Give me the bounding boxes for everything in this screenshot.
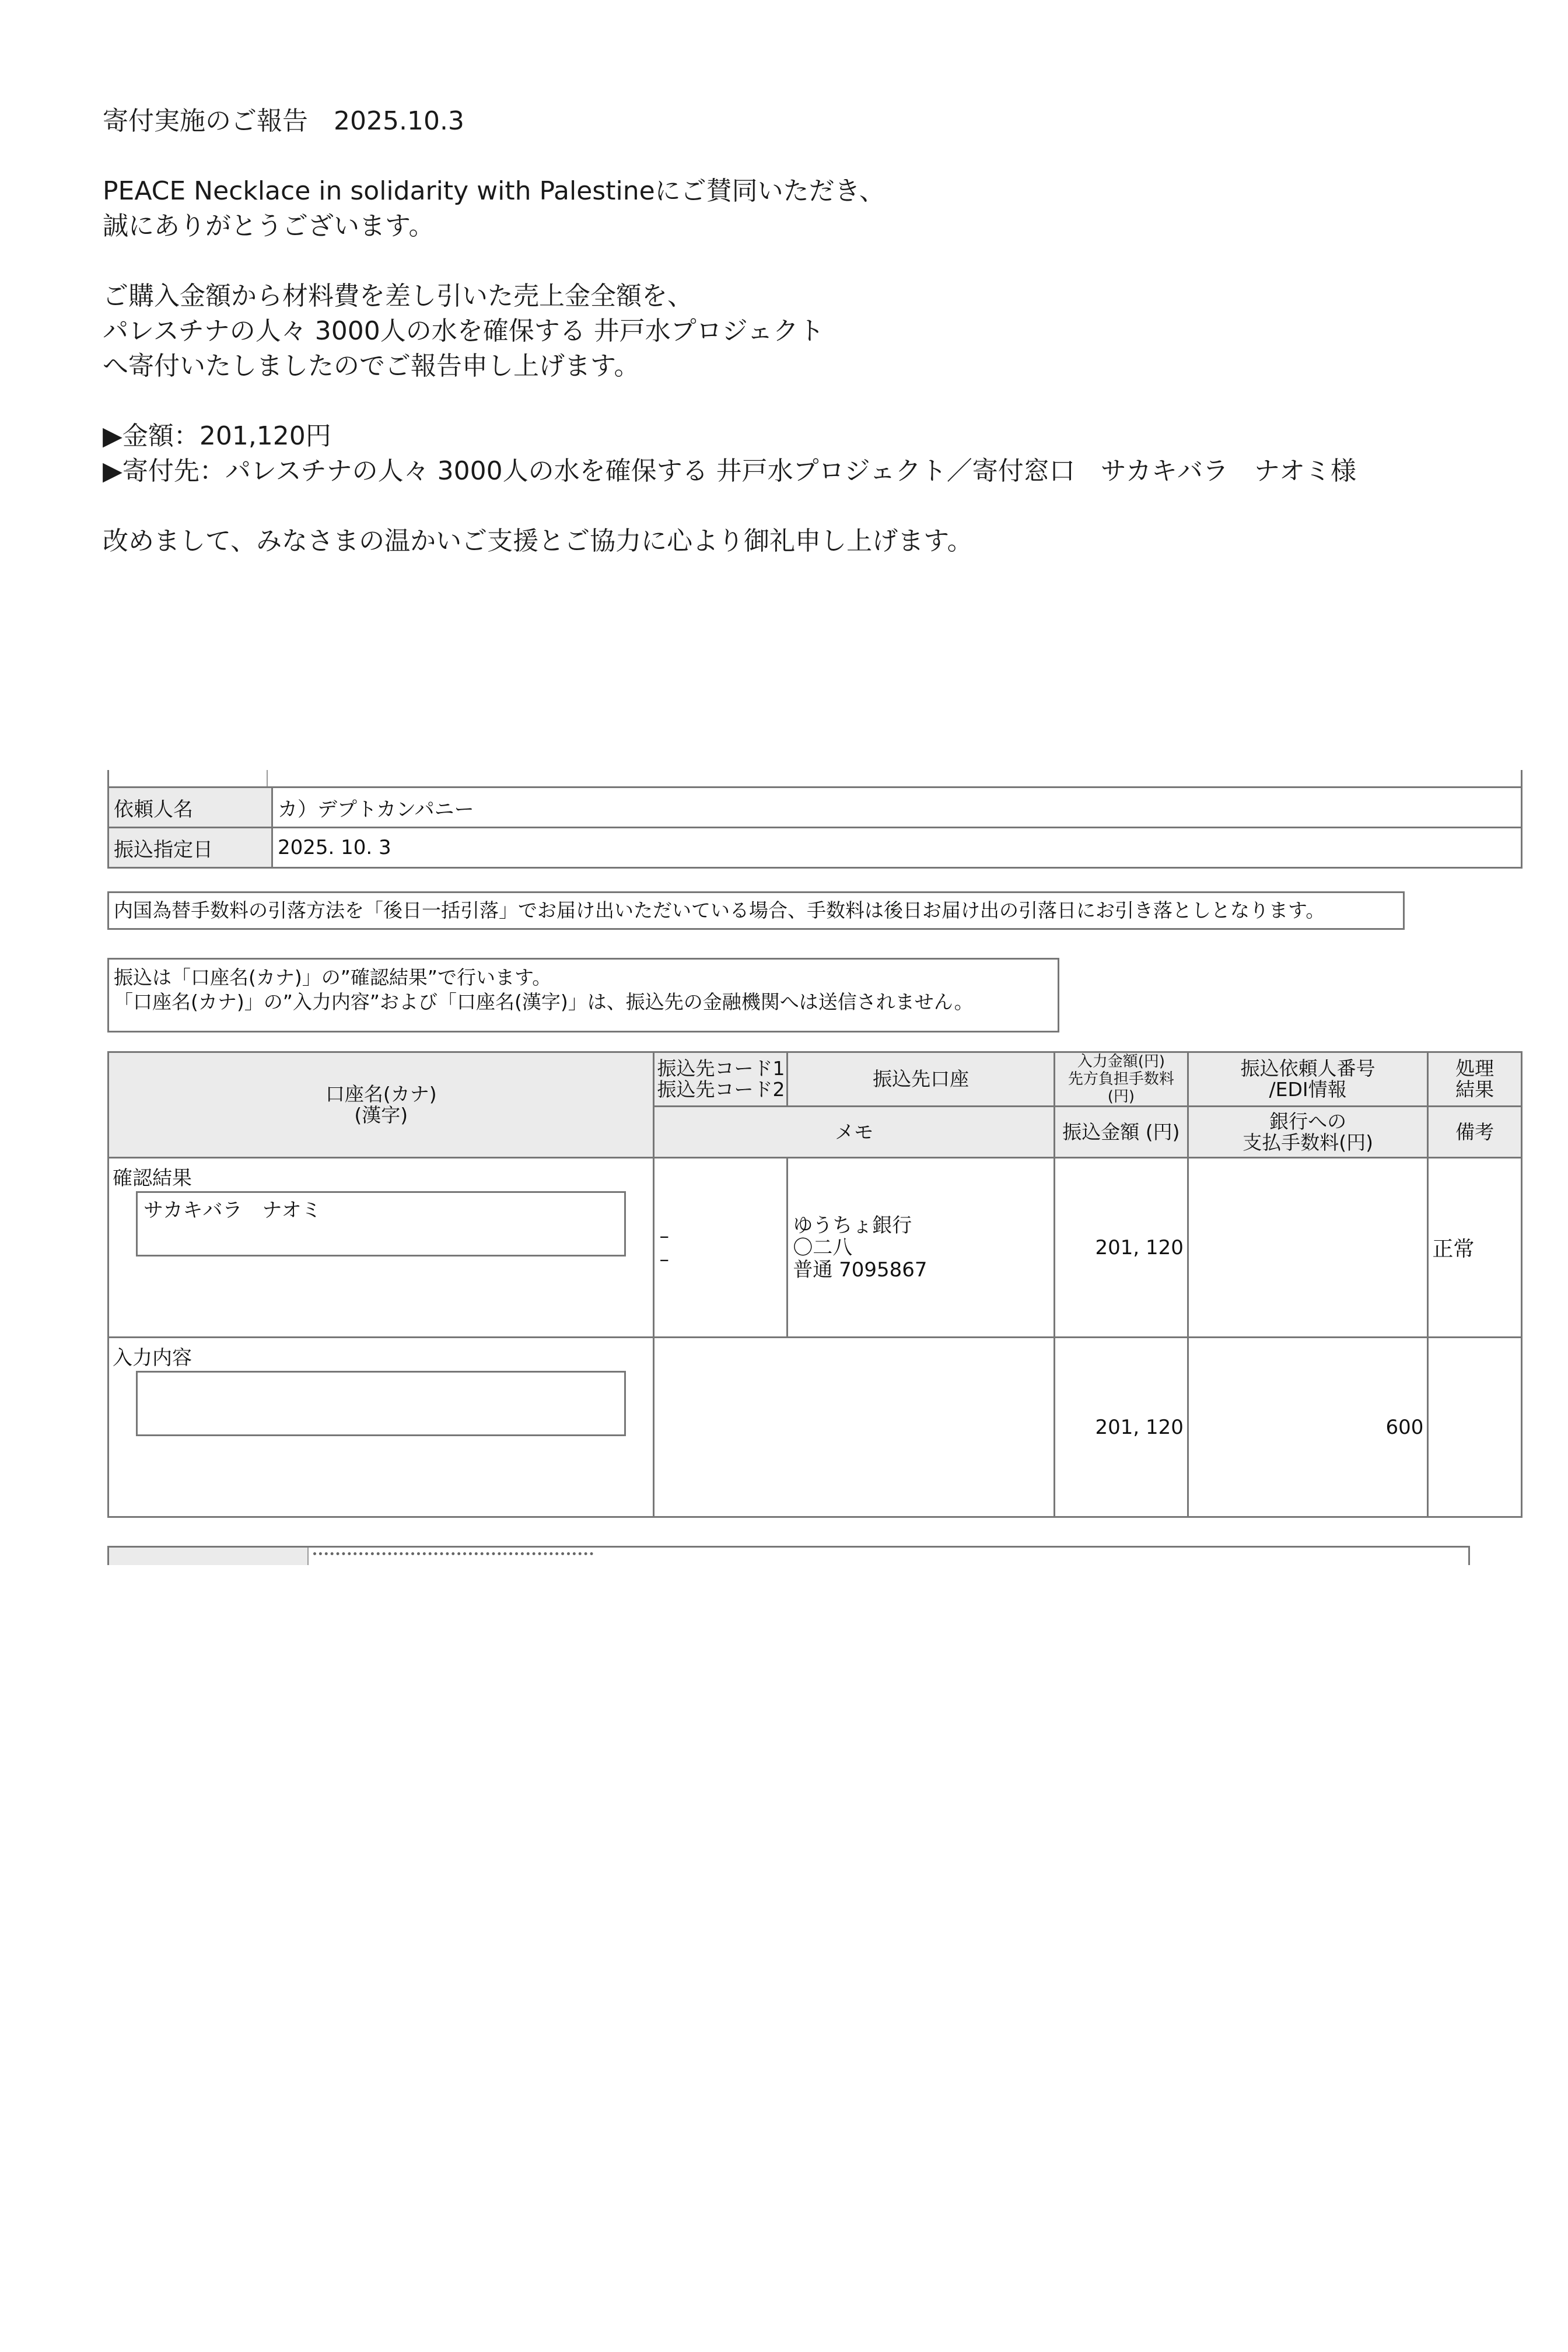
body-line-3: へ寄付いたしましたのでご報告申し上げます。 (103, 351, 640, 381)
bank-fee-header (1188, 1107, 1428, 1158)
account-name-header (108, 1052, 654, 1158)
transfer-date-value: 2025. 10. 3 (272, 828, 1522, 868)
confirm-name-cell (108, 1158, 654, 1338)
cropped-table-bottom (107, 1546, 1470, 1565)
account-name-kana-header: 口座名(カナ) (325, 1083, 437, 1105)
confirm-result: 正常 (1428, 1158, 1522, 1338)
code1-header: 振込先コード1 (657, 1057, 785, 1080)
requester-row (108, 788, 1522, 828)
header-row-1 (108, 1052, 1522, 1107)
cropped-table-top (107, 770, 1522, 786)
confirm-code1: – (659, 1224, 669, 1247)
account-name-kanji-header: (漢字) (354, 1104, 408, 1126)
memo-header: メモ (654, 1107, 1055, 1158)
confirm-code2: – (659, 1247, 669, 1270)
bank-transfer-screenshot (103, 770, 1526, 1563)
closing-line: 改めまして、みなさまの温かいご支援とご協力に心より御礼申し上げます。 (103, 526, 973, 556)
dest-account-header: 振込先口座 (788, 1052, 1055, 1107)
report-title: 寄付実施のご報告 2025.10.3 (103, 106, 464, 136)
transfer-amount-header: 振込金額 (円) (1055, 1107, 1188, 1158)
confirm-caption: 確認結果 (113, 1167, 192, 1190)
input-remarks (1428, 1338, 1522, 1517)
account-number: 普通 7095867 (793, 1258, 928, 1282)
edi-label: /EDI情報 (1269, 1078, 1347, 1101)
input-name-box (136, 1371, 626, 1436)
body-line-2: パレスチナの人々 3000人の水を確保する 井戸水プロジェクト (103, 316, 824, 346)
input-name-cell (108, 1338, 654, 1517)
remarks-header: 備考 (1428, 1107, 1522, 1158)
transfer-date-row (108, 828, 1522, 868)
input-memo-cell (654, 1338, 1055, 1517)
request-number-label: 振込依頼人番号 (1240, 1057, 1376, 1080)
account-name-notice-line-1: 振込は「口座名(カナ)」の”確認結果”で行います。 (114, 966, 552, 989)
bank-fee-label-1: 銀行への (1269, 1110, 1347, 1133)
body-line-1: ご購入金額から材料費を差し引いた売上金全額を、 (103, 281, 693, 311)
confirm-amount: 201, 120 (1055, 1158, 1188, 1338)
input-content-row (108, 1338, 1522, 1517)
fee-notice: 内国為替手数料の引落方法を「後日一括引落」でお届け出いただいている場合、手数料は後日お届け出の引落日にお引き落としとなります。 (107, 891, 1405, 930)
request-number-header (1188, 1052, 1428, 1107)
input-amount-label: 入力金額(円) (1077, 1053, 1166, 1070)
input-caption: 入力内容 (113, 1346, 192, 1370)
bank-name: ゆうちょ銀行 (793, 1213, 912, 1237)
requester-value: カ）デプトカンパニー (272, 788, 1522, 828)
account-name-notice (107, 958, 1059, 1032)
input-amount: 201, 120 (1055, 1338, 1188, 1517)
confirm-result-row (108, 1158, 1522, 1338)
confirm-request-number (1188, 1158, 1428, 1338)
thanks-line-1: PEACE Necklace in solidarity with Palestineにご賛同いただき、 (103, 176, 885, 206)
requester-info-table (107, 786, 1522, 869)
code2-header: 振込先コード2 (657, 1078, 785, 1101)
bank-fee-label-2: 支払手数料(円) (1242, 1130, 1373, 1154)
confirm-codes-cell (654, 1158, 788, 1338)
thanks-line-2: 誠にありがとうございます。 (103, 211, 435, 241)
input-amount-header (1055, 1052, 1188, 1107)
recipient-line: ▶寄付先：パレスチナの人々 3000人の水を確保する 井戸水プロジェクト／寄付窓口 サカキバラ ナオミ様 (103, 456, 1356, 486)
result-label-1: 処理 (1455, 1057, 1494, 1080)
input-bank-fee: 600 (1188, 1338, 1428, 1517)
donation-report-letter (103, 104, 1503, 559)
transfer-detail-table (107, 1051, 1522, 1518)
sender-fee-label: 先方負担手数料(円) (1068, 1070, 1174, 1105)
requester-label: 依頼人名 (108, 788, 272, 828)
account-name-notice-line-2: 「口座名(カナ)」の”入力内容”および「口座名(漢字)」は、振込先の金融機関へは送信されません。 (114, 991, 974, 1013)
amount-line: ▶金額：201,120円 (103, 421, 331, 451)
confirm-name-box: サカキバラ ナオミ (136, 1191, 626, 1256)
branch-name: 〇二八 (793, 1236, 853, 1259)
confirm-account-cell (788, 1158, 1055, 1338)
result-header (1428, 1052, 1522, 1107)
transfer-date-label: 振込指定日 (108, 828, 272, 868)
code-header (654, 1052, 788, 1107)
result-label-2: 結果 (1455, 1078, 1494, 1101)
